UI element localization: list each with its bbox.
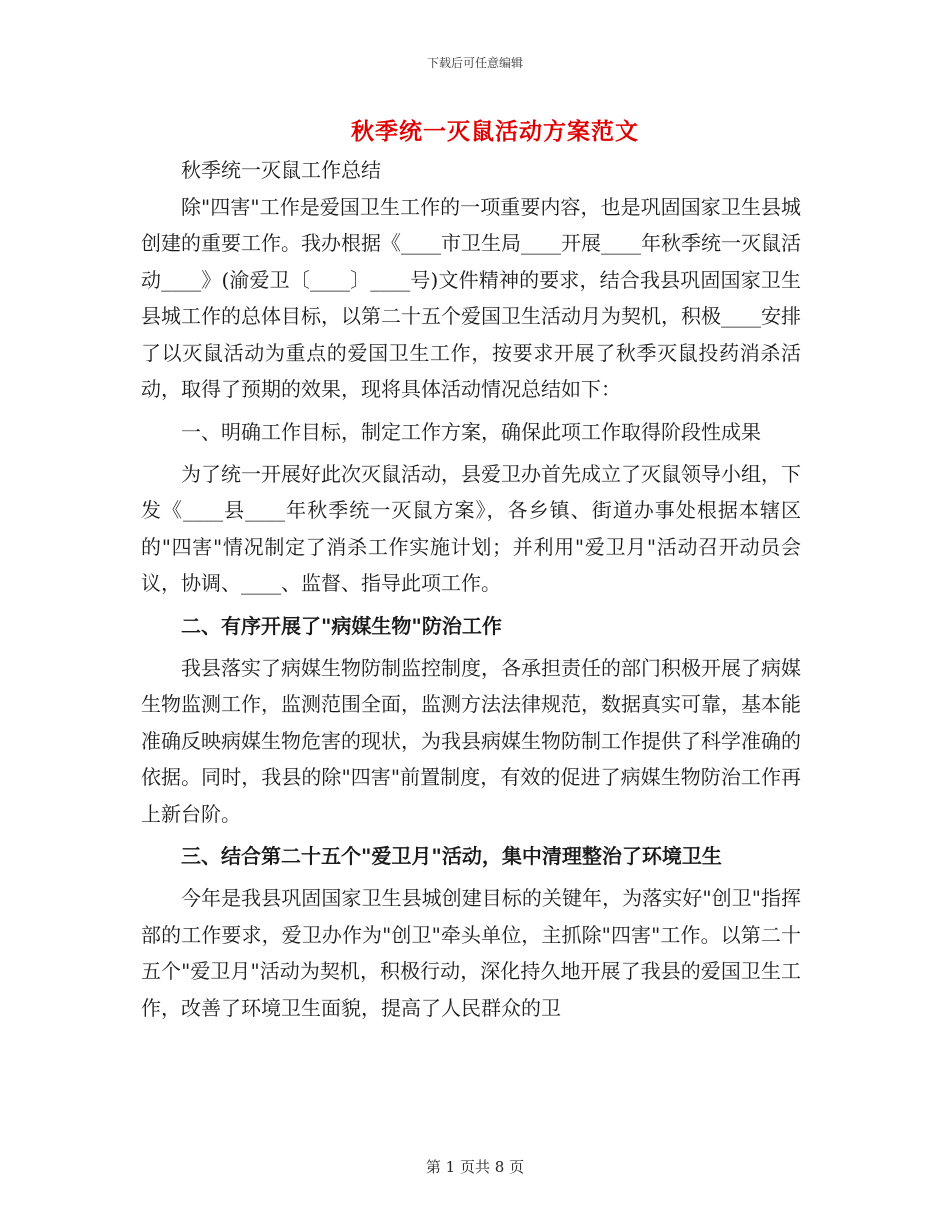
section-heading-3: 三、结合第二十五个"爱卫月"活动，集中清理整治了环境卫生 <box>181 844 722 868</box>
section-heading-1: 一、明确工作目标，制定工作方案，确保此项工作取得阶段性成果 <box>181 419 761 444</box>
header-note: 下载后可任意编辑 <box>426 56 523 70</box>
section-heading-2: 二、有序开展了"病媒生物"防治工作 <box>181 613 502 638</box>
section-1-paragraph: 为了统一开展好此次灭鼠活动，县爱卫办首先成立了灭鼠领导小组，下发《____县____年秋季统一灭鼠方案》，各乡镇、街道办事处根据本辖区的"四害"情况制定了消杀工作实施计划；并利用"爱卫月"活动召开动员会议，协调、____、监督、指导此项工作。 <box>141 461 801 595</box>
document-title: 秋季统一灭鼠活动方案范文 <box>351 118 639 145</box>
section-3-paragraph: 今年是我县巩固国家卫生县城创建目标的关键年，为落实好"创卫"指挥部的工作要求，爱卫办作为"创卫"牵头单位，主抓除"四害"工作。以第二十五个"爱卫月"活动为契机，积极行动，深化持久地开展了我县的爱国卫生工作，改善了环境卫生面貌，提高了人民群众的卫 <box>141 886 801 1020</box>
subtitle-paragraph: 秋季统一灭鼠工作总结 <box>181 158 381 182</box>
page-footer: 第 1 页共 8 页 <box>425 1158 525 1176</box>
section-2-paragraph: 我县落实了病媒生物防制监控制度，各承担责任的部门积极开展了病媒生物监测工作，监测范围全面，监测方法法律规范，数据真实可靠，基本能准确反映病媒生物危害的现状，为我县病媒生物防制工作提供了科学准确的依据。同时，我县的除"四害"前置制度，有效的促进了病媒生物防治工作再上新台阶。 <box>141 655 801 826</box>
intro-paragraph: 除"四害"工作是爱国卫生工作的一项重要内容，也是巩固国家卫生县城创建的重要工作。我办根据《____市卫生局____开展____年秋季统一灭鼠活动____》(渝爱卫〔____〕____号)文件精神的要求，结合我县巩固国家卫生县城工作的总体目标，以第二十五个爱国卫生活动月为契机，积极____安排了以灭鼠活动为重点的爱国卫生工作，按要求开展了秋季灭鼠投药消杀活动，取得了预期的效果，现将具体活动情况总结如下： <box>141 194 801 401</box>
document-body <box>141 152 801 1026</box>
